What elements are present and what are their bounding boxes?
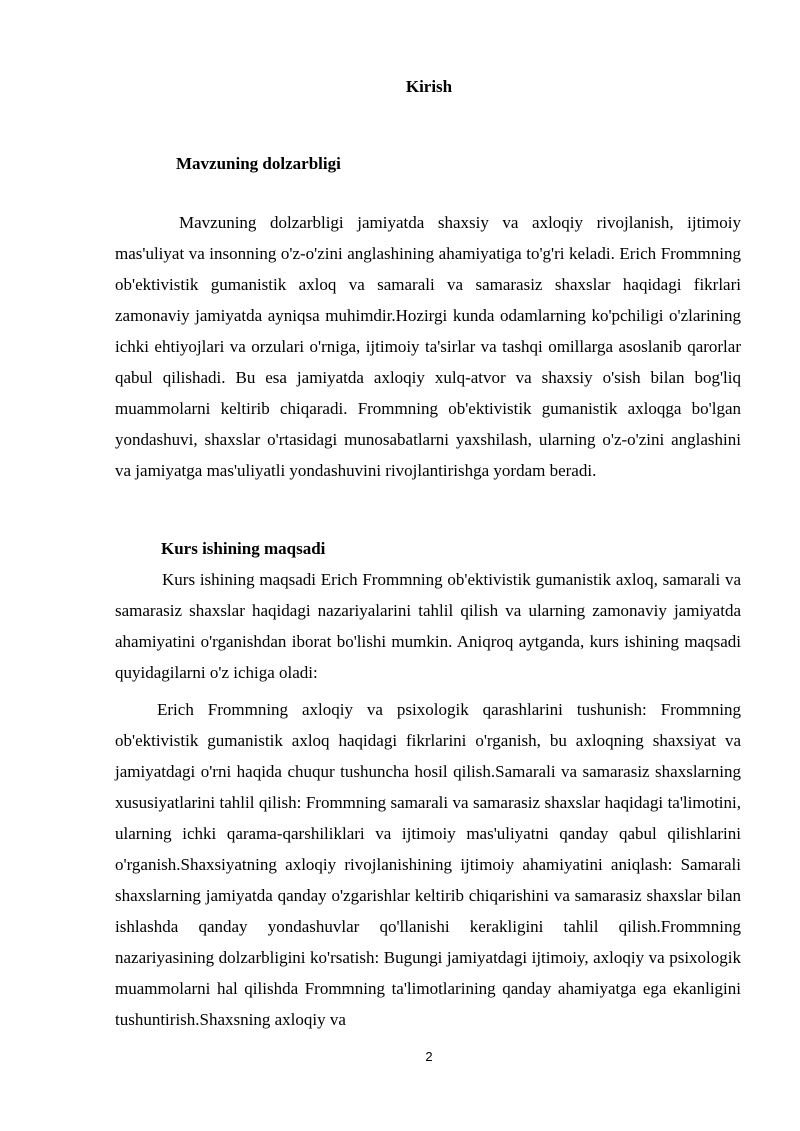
paragraph-relevance: Mavzuning dolzarbligi jamiyatda shaxsiy va axloqiy rivojlanish, ijtimoiy mas'uliyat va insonning o'z-o'zini anglashining ahamiyatiga to'g'ri keladi. Erich Frommning ob'ektivistik gumanistik axloq va samarali va samarasiz shaxslar haqidagi fikrlari zamonaviy jamiyatda ayniqsa muhimdir.Hozirgi kunda odamlarning ko'pchiligi o'zlarining ichki ehtiyojlari va orzulari o'rniga, ijtimoiy ta'sirlar va tashqi omillarga asoslanib qarorlar qabul qilishadi. Bu esa jamiyatda axloqiy xulq-atvor va shaxsiy o'sish bilan bog'liq muammolarni keltirib chiqaradi. Frommning ob'ektivistik gumanistik axloqga bo'lgan yondashuvi, shaxslar o'rtasidagi munosabatlarni yaxshilash, ularning o'z-o'zini anglashini va jamiyatga mas'uliyatli yondashuvini rivojlantirishga yordam beradi.: [115, 213, 741, 480]
section-heading-goal: Kurs ishining maqsadi: [161, 539, 326, 558]
page-title: Kirish: [405, 77, 453, 96]
paragraph-goal-intro: Kurs ishining maqsadi Erich Frommning ob'ektivistik gumanistik axloq, samarali va samarasiz shaxslar haqidagi nazariyalarini tahlil qilish va ularning zamonaviy jamiyatda ahamiyatini o'rganishdan iborat bo'lishi mumkin. Aniqroq aytganda, kurs ishining maqsadi quyidagilarni o'z ichiga oladi:: [115, 570, 741, 682]
paragraph-goal-details: Erich Frommning axloqiy va psixologik qarashlarini tushunish: Frommning ob'ektivistik gumanistik axloq haqidagi fikrlarini o'rganish, bu axloqning shaxsiyat va jamiyatdagi o'rni haqida chuqur tushuncha hosil qilish.Samarali va samarasiz shaxslarning xususiyatlarini tahlil qilish: Frommning samarali va samarasiz shaxslar haqidagi ta'limotini, ularning ichki qarama-qarshiliklari va ijtimoiy mas'uliyatni qanday qabul qilishlarini o'rganish.Shaxsiyatning axloqiy rivojlanishining ijtimoiy ahamiyatini aniqlash: Samarali shaxslarning jamiyatda qanday o'zgarishlar keltirib chiqarishini va samarasiz shaxslar bilan ishlashda qanday yondashuvlar qo'llanishi kerakligini tahlil qilish.Frommning nazariyasining dolzarbligini ko'rsatish: Bugungi jamiyatdagi ijtimoiy, axloqiy va psixologik muammolarni hal qilishda Frommning ta'limotlarining qanday ahamiyatga ega ekanligini tushuntirish.Shaxsning axloqiy va: [115, 700, 741, 1029]
page-number: 2: [425, 1049, 433, 1064]
section-heading-relevance: Mavzuning dolzarbligi: [176, 154, 341, 173]
